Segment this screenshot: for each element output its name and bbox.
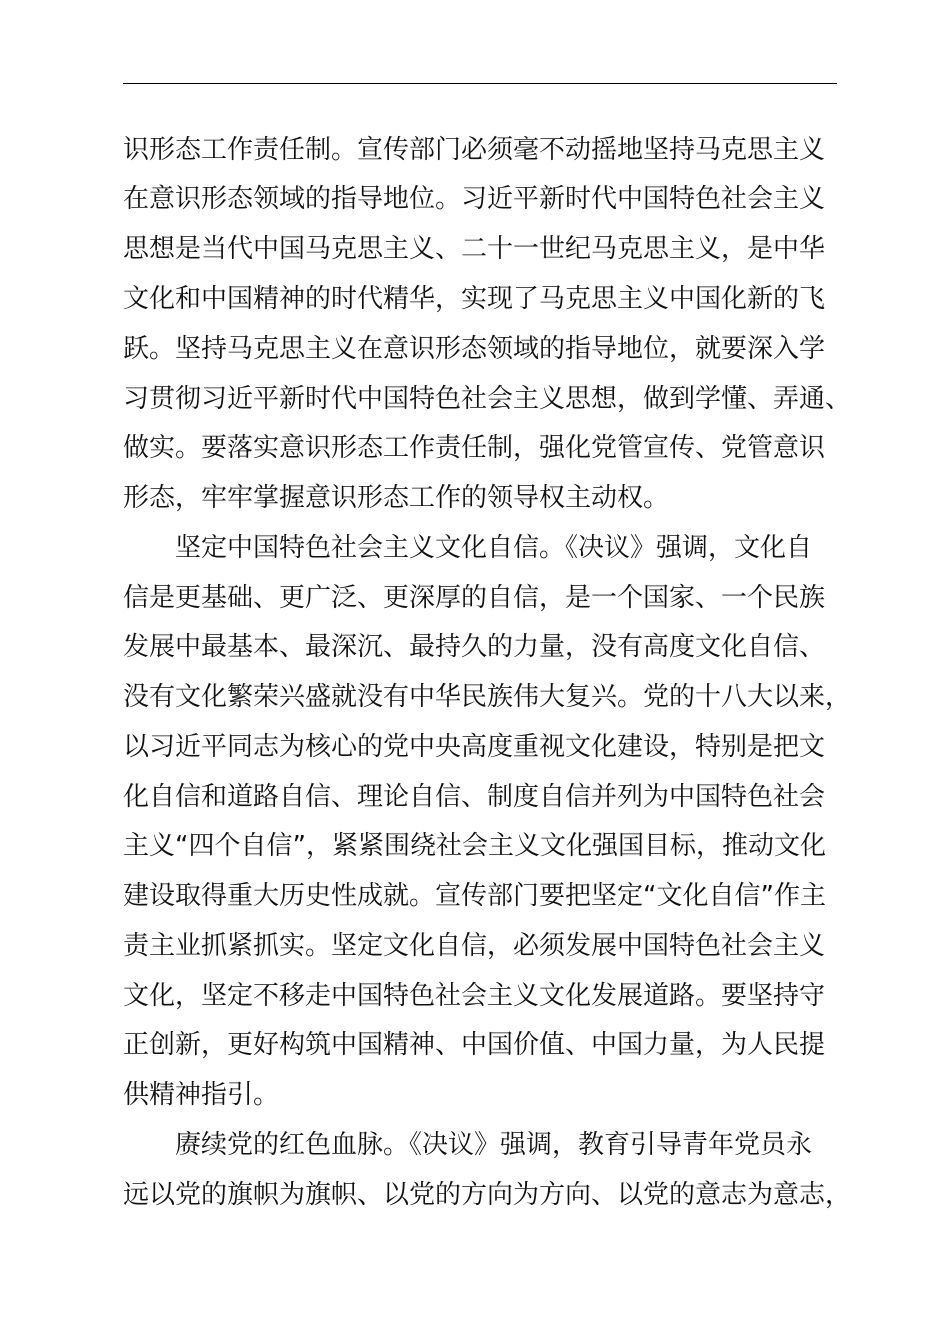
text-line: 习贯彻习近平新时代中国特色社会主义思想，做到学懂、弄通、 [123,384,852,414]
text-line: 信是更基础、更广泛、更深厚的自信，是一个国家、一个民族 [123,583,826,613]
text-line: 发展中最基本、最深沉、最持久的力量，没有高度文化自信、 [123,632,826,662]
text-line: 跃。坚持马克思主义在意识形态领域的指导地位，就要深入学 [123,334,826,364]
header-rule [123,83,837,84]
text-line: 识形态工作责任制。宣传部门必须毫不动摇地坚持马克思主义 [123,135,826,165]
text-line: 主义“四个自信”，紧紧围绕社会主义文化强国目标，推动文化 [123,831,826,861]
text-line: 没有文化繁荣兴盛就没有中华民族伟大复兴。党的十八大以来， [123,682,852,712]
text-line: 做实。要落实意识形态工作责任制，强化党管宣传、党管意识 [123,433,826,463]
text-line: 文化，坚定不移走中国特色社会主义文化发展道路。要坚持守 [123,981,826,1011]
text-line: 文化和中国精神的时代精华，实现了马克思主义中国化新的飞 [123,284,826,314]
text-line: 供精神指引。 [123,1080,280,1110]
text-line: 在意识形态领域的指导地位。习近平新时代中国特色社会主义 [123,184,826,214]
text-line: 责主业抓紧抓实。坚定文化自信，必须发展中国特色社会主义 [123,931,826,961]
text-line: 以习近平同志为核心的党中央高度重视文化建设，特别是把文 [123,732,826,762]
text-line: 形态，牢牢掌握意识形态工作的领导权主动权。 [123,483,670,513]
text-line: 建设取得重大历史性成就。宣传部门要把坚定“文化自信”作主 [123,881,826,911]
text-line: 化自信和道路自信、理论自信、制度自信并列为中国特色社会 [123,782,826,812]
paragraph-first-line: 赓续党的红色血脉。《决议》强调，教育引导青年党员永 [175,1130,813,1160]
text-line: 正创新，更好构筑中国精神、中国价值、中国力量，为人民提 [123,1030,826,1060]
paragraph-first-line: 坚定中国特色社会主义文化自信。《决议》强调，文化自 [175,533,813,563]
text-line: 思想是当代中国马克思主义、二十一世纪马克思主义，是中华 [123,234,826,264]
text-line: 远以党的旗帜为旗帜、以党的方向为方向、以党的意志为意志， [123,1180,852,1210]
